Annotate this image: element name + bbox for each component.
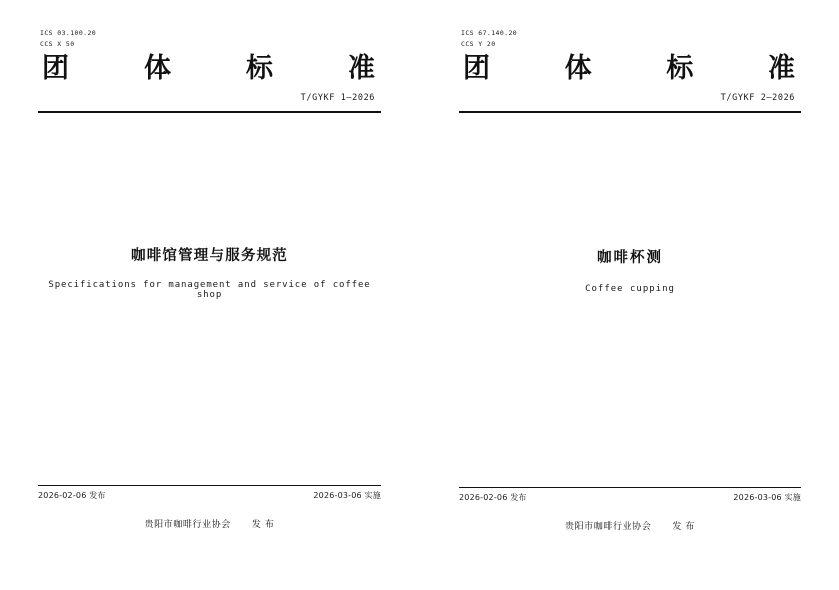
ics-code: ICS 67.140.20 <box>461 29 518 37</box>
header-divider-left <box>38 111 381 113</box>
ccs-code: CCS Y 20 <box>461 39 496 48</box>
banner-char-2: 体 <box>144 53 171 85</box>
ics-code: ICS 03.100.20 <box>40 29 97 37</box>
footer-right <box>459 487 801 532</box>
effective-date-left: 2026-03-06 实施 <box>313 491 381 500</box>
date-row-left <box>38 490 381 501</box>
issuer-name-left: 贵阳市咖啡行业协会 <box>144 520 231 530</box>
page-content-left <box>38 28 381 578</box>
classification-block-right <box>461 28 801 49</box>
title-block-right <box>459 248 801 294</box>
page-content-right <box>459 28 801 578</box>
issuer-line-left <box>38 517 381 530</box>
issue-date-left: 2026-02-06 发布 <box>38 491 106 500</box>
banner-char-1: 团 <box>42 53 69 85</box>
banner-char-3: 标 <box>246 53 273 85</box>
issue-date-right: 2026-02-06 发布 <box>459 493 527 502</box>
header-divider-right <box>459 111 801 113</box>
standard-banner-left <box>38 53 381 85</box>
date-row-right <box>459 492 801 503</box>
issuer-action-right: 发 布 <box>672 522 695 532</box>
banner-char-4: 准 <box>767 53 795 85</box>
issuer-line-right <box>459 519 801 532</box>
footer-divider-right <box>459 487 801 488</box>
page-title-en-right: Coffee cupping <box>585 284 675 295</box>
cover-page-left <box>0 0 419 590</box>
ccs-code: CCS X 50 <box>40 39 75 48</box>
standard-number-left: T/GYKF 1—2026 <box>300 93 375 104</box>
effective-date-right: 2026-03-06 实施 <box>733 493 801 502</box>
standard-banner-right <box>459 53 801 85</box>
banner-char-1: 团 <box>463 53 490 85</box>
title-block-left <box>38 246 381 300</box>
banner-char-3: 标 <box>666 53 694 85</box>
page-title-en-left: Specifications for management and service of coffee shop <box>48 280 371 301</box>
footer-divider-left <box>38 485 381 486</box>
issuer-action-left: 发 布 <box>251 520 275 530</box>
footer-left <box>38 485 381 530</box>
cover-page-right <box>419 0 839 590</box>
page-title-cn-right: 咖啡杯测 <box>597 250 663 266</box>
banner-char-2: 体 <box>564 53 592 85</box>
page-title-cn-left: 咖啡馆管理与服务规范 <box>131 248 288 264</box>
classification-block-left <box>40 28 381 49</box>
issuer-name-right: 贵阳市咖啡行业协会 <box>564 522 652 532</box>
banner-char-4: 准 <box>348 53 375 85</box>
standard-number-right: T/GYKF 2—2026 <box>720 93 795 104</box>
